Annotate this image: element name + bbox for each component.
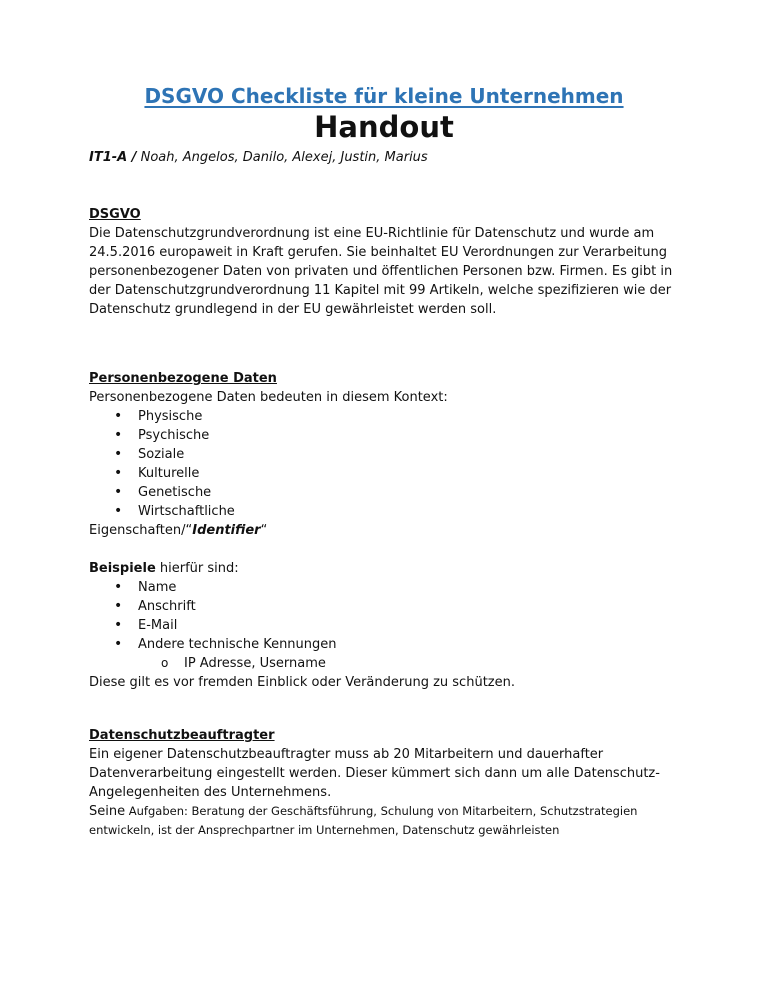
identifier-line <box>89 521 689 540</box>
identifier-suffix: “ <box>260 523 268 538</box>
section-heading-personal-data: Personenbezogene Daten <box>89 371 277 386</box>
document-subtitle: Handout <box>314 110 454 144</box>
identifier-term: Identifier <box>192 523 261 538</box>
list-item: • Psychische <box>89 426 689 445</box>
list-item: • E-Mail <box>89 616 689 635</box>
tasks-line <box>89 802 689 821</box>
paragraph-line: Datenverarbeitung eingestellt werden. Dieser kümmert sich dann um alle Datenschutz- <box>89 766 660 781</box>
tasks-line-2: entwickeln, ist der Ansprechpartner im Unternehmen, Datenschutz gewährleisten <box>89 823 560 837</box>
paragraph-line: 24.5.2016 europaweit in Kraft gerufen. Sie beinhaltet EU Verordnungen zur Verarbeitung <box>89 245 668 260</box>
section-personal-data <box>89 369 689 692</box>
attribute-list <box>89 407 689 521</box>
tasks-lead: Seine <box>89 804 126 819</box>
paragraph-line: Die Datenschutzgrundverordnung ist eine EU-Richtlinie für Datenschutz und wurde am <box>89 226 655 241</box>
list-item: • Physische <box>89 407 689 426</box>
section-heading-dsgvo: DSGVO <box>89 207 141 222</box>
document-title: DSGVO Checkliste für kleine Unternehmen <box>144 84 624 108</box>
sub-examples-list <box>89 654 689 673</box>
examples-rest: hierfür sind: <box>155 561 239 576</box>
paragraph-line: Ein eigener Datenschutzbeauftragter muss ab 20 Mitarbeitern und dauerhafter <box>89 747 604 762</box>
section-heading-officer: Datenschutzbeauftragter <box>89 728 275 743</box>
examples-label: Beispiele <box>89 561 156 576</box>
paragraph-line: personenbezogener Daten von privaten und öffentlichen Personen bzw. Firmen. Es gibt in <box>89 264 673 279</box>
list-item: • Kulturelle <box>89 464 689 483</box>
tasks-text: Aufgaben: Beratung der Geschäftsführung, Schulung von Mitarbeitern, Schutzstrategien <box>125 804 638 818</box>
examples-list <box>89 578 689 654</box>
paragraph-line: Datenschutz grundlegend in der EU gewährleistet werden soll. <box>89 302 497 317</box>
list-item: • Genetische <box>89 483 689 502</box>
list-item: • Name <box>89 578 689 597</box>
list-item: • Andere technische Kennungen <box>89 635 689 654</box>
paragraph-line: Angelegenheiten des Unternehmens. <box>89 785 332 800</box>
list-item: • Soziale <box>89 445 689 464</box>
identifier-prefix: Eigenschaften/“ <box>89 523 193 538</box>
list-item: • Anschrift <box>89 597 689 616</box>
intro-text: Personenbezogene Daten bedeuten in diesem Kontext: <box>89 390 448 405</box>
class-label: IT1-A / <box>89 150 137 165</box>
sub-list-item: o IP Adresse, Username <box>89 654 689 673</box>
paragraph-line: der Datenschutzgrundverordnung 11 Kapitel mit 99 Artikeln, welche spezifizieren wie der <box>89 283 672 298</box>
list-item: • Wirtschaftliche <box>89 502 689 521</box>
examples-intro <box>89 559 689 578</box>
author-names: Noah, Angelos, Danilo, Alexej, Justin, Marius <box>140 150 428 165</box>
section-dsgvo <box>89 205 689 319</box>
author-line <box>89 150 428 165</box>
closing-text: Diese gilt es vor fremden Einblick oder Veränderung zu schützen. <box>89 675 515 690</box>
section-data-protection-officer <box>89 726 689 840</box>
